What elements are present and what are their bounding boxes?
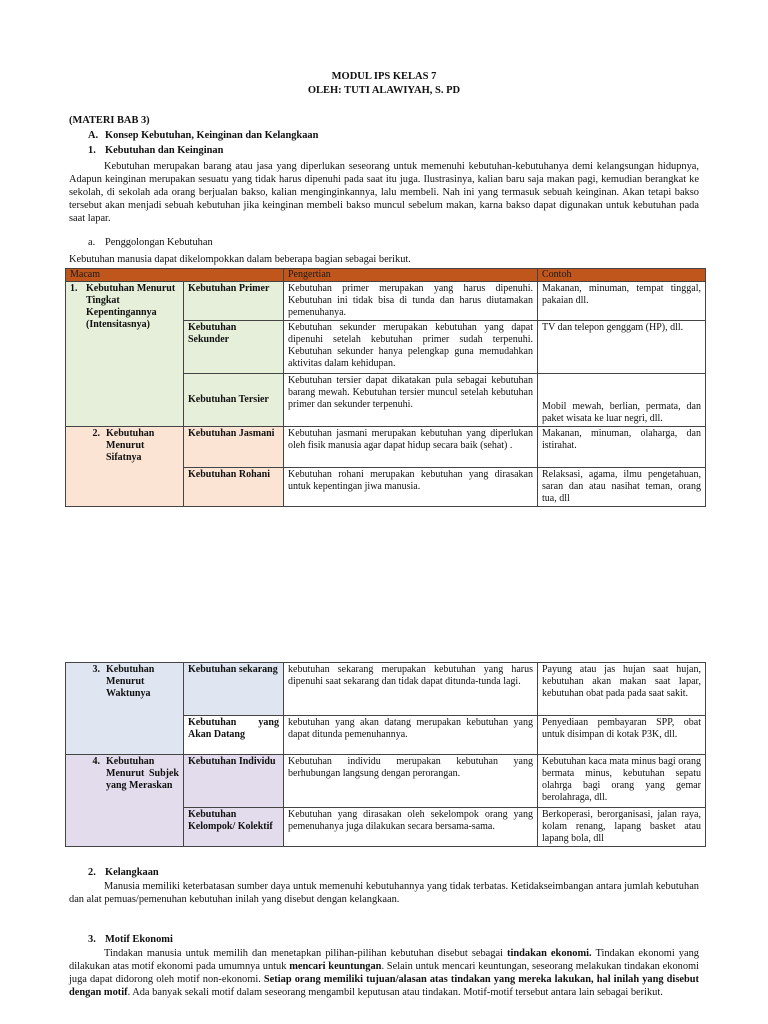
needs-table-1 <box>65 268 706 507</box>
header-pengertian: Pengertian <box>284 269 538 282</box>
outline-a-label: A. <box>88 130 99 141</box>
table-header-row <box>66 269 706 282</box>
category-label: Kebutuhan Menurut Tingkat Kepentingannya (Intensitasnya) <box>86 283 176 330</box>
example-cell: Makanan, minuman, tempat tinggal, pakaian dll. <box>538 282 706 321</box>
section-3-heading: Motif Ekonomi <box>105 934 173 945</box>
subtype-cell: Kebutuhan yang Akan Datang <box>184 716 284 755</box>
table-intro: Kebutuhan manusia dapat dikelompokkan dalam beberapa bagian sebagai berikut. <box>69 254 411 265</box>
category-cell <box>66 427 184 507</box>
example-cell: Kebutuhan kaca mata minus bagi orang bermata minus, kebutuhan sepatu olahrga bagi orang yang gemar berolahraga, dll. <box>538 755 706 808</box>
category-cell <box>66 755 184 847</box>
definition-cell: Kebutuhan jasmani merupakan kebutuhan yang diperlukan oleh fisik manusia agar dapat hidup secara baik (sehat) . <box>284 427 538 468</box>
category-label: Kebutuhan Menurut Subjek yang Meraskan <box>106 756 179 791</box>
chapter-label: (MATERI BAB 3) <box>69 115 150 126</box>
example-cell: Mobil mewah, berlian, permata, dan paket wisata ke luar negri, dll. <box>538 374 706 427</box>
table-row <box>66 427 706 468</box>
motif-bold-2: mencari keuntungan <box>289 961 382 972</box>
table-row <box>66 282 706 321</box>
definition-cell: kebutuhan yang akan datang merupakan kebutuhan yang dapat ditunda pemenuhannya. <box>284 716 538 755</box>
example-cell: Payung atau jas hujan saat hujan, kebutuhan akan makan saat lapar, kebutuhan obat pada pada saat sakit. <box>538 663 706 716</box>
definition-cell: Kebutuhan primer merupakan yang harus dipenuhi. Kebutuhan ini tidak bisa di tunda dan harus diutamakan pemenuhanya. <box>284 282 538 321</box>
paragraph-motif-ekonomi <box>69 947 699 999</box>
definition-cell: Kebutuhan rohani merupakan kebutuhan yang dirasakan untuk kepentingan jiwa manusia. <box>284 468 538 507</box>
needs-table-2 <box>65 662 706 847</box>
subtype-cell: Kebutuhan Sekunder <box>184 321 284 374</box>
table-row <box>66 755 706 808</box>
outline-1-heading: Kebutuhan dan Keinginan <box>105 145 224 156</box>
subtype-cell: Kebutuhan Primer <box>184 282 284 321</box>
header-contoh: Contoh <box>538 269 706 282</box>
section-3-number: 3. <box>88 934 96 945</box>
example-cell: Penyediaan pembayaran SPP, obat untuk disimpan di kotak P3K, dll. <box>538 716 706 755</box>
definition-cell: Kebutuhan yang dirasakan oleh sekelompok orang yang pemenuhanya juga dilakukan secara bersama-sama. <box>284 808 538 847</box>
category-number: 3. <box>92 664 100 675</box>
module-title: MODUL IPS KELAS 7 <box>331 71 437 82</box>
category-number: 4. <box>92 756 100 767</box>
example-cell: Relaksasi, agama, ilmu pengetahuan, saran dan atau nasihat teman, orang tua, dll <box>538 468 706 507</box>
motif-text-1: Tindakan manusia untuk memilih dan menetapkan pilihan-pilihan kebutuhan disebut sebagai <box>104 948 508 959</box>
sub-a-label: a. <box>88 237 96 248</box>
outline-a-heading: Konsep Kebutuhan, Keinginan dan Kelangkaan <box>105 130 319 141</box>
table-row <box>66 663 706 716</box>
category-label: Kebutuhan Menurut Waktunya <box>106 664 155 699</box>
definition-cell: Kebutuhan sekunder merupakan kebutuhan yang dapat dipenuhi setelah kebutuhan primer sudah terpenuhi. Kebutuhan sekunder hanya pelengkap guna memudahkan aktivitas dalam kehidupan. <box>284 321 538 374</box>
author-line: OLEH: TUTI ALAWIYAH, S. PD <box>307 85 461 96</box>
subtype-cell: Kebutuhan Kelompok/ Kolektif <box>184 808 284 847</box>
header-macam: Macam <box>66 269 284 282</box>
outline-1-label: 1. <box>88 145 96 156</box>
subtype-cell: Kebutuhan Tersier <box>184 374 284 427</box>
example-cell: TV dan telepon genggam (HP), dll. <box>538 321 706 374</box>
definition-cell: Kebutuhan individu merupakan kebutuhan yang berhubungan langsung dengan perorangan. <box>284 755 538 808</box>
category-cell <box>66 663 184 755</box>
definition-cell: kebutuhan sekarang merupakan kebutuhan yang harus dipenuhi saat sekarang dan tidak dapat ditunda-tunda lagi. <box>284 663 538 716</box>
example-cell: Berkoperasi, berorganisasi, jalan raya, kolam renang, lapang basket atau lapang bola, dll <box>538 808 706 847</box>
example-cell: Makanan, minuman, olaharga, dan istirahat. <box>538 427 706 468</box>
subtype-cell: Kebutuhan Rohani <box>184 468 284 507</box>
motif-bold-3: Setiap orang memiliki tujuan/alasan atas tindakan yang mereka lakukan, hal inilah yang disebut dengan motif <box>69 974 699 998</box>
subtype-cell: Kebutuhan sekarang <box>184 663 284 716</box>
definition-cell: Kebutuhan tersier dapat dikatakan pula sebagai kebutuhan barang mewah. Kebutuhan tersier muncul setelah kebutuhan primer dan sekunder terpenuhi. <box>284 374 538 427</box>
section-2-number: 2. <box>88 867 96 878</box>
motif-text-3: . Selain untuk mencari keuntungan, seseorang melakukan tindakan ekonomi juga dapat didorong oleh motif non-ekonomi. <box>69 961 699 985</box>
motif-text-4: . Ada banyak sekali motif dalam seseorang mengambil keputusan atau tindakan. Motif-motif tersebut antara lain sebagai berikut. <box>127 987 663 998</box>
motif-bold-1: tindakan ekonomi. <box>507 948 592 959</box>
motif-text-2: Tindakan ekonomi yang dilakukan atas motif ekonomi pada umumnya untuk <box>69 948 699 972</box>
subtype-cell: Kebutuhan Individu <box>184 755 284 808</box>
category-number: 2. <box>92 428 100 439</box>
paragraph-kelangkaan: Manusia memiliki keterbatasan sumber daya untuk memenuhi kebutuhannya yang tidak terbatas. Ketidakseimbangan antara jumlah kebutuhan dan alat pemuas/pemenuhan kebutuhan inilah yang disebut dengan kelangkaan. <box>69 881 699 905</box>
category-label: Kebutuhan Menurut Sifatnya <box>106 428 155 463</box>
section-2-heading: Kelangkaan <box>105 867 159 878</box>
sub-a-heading: Penggolongan Kebutuhan <box>105 237 213 248</box>
subtype-cell: Kebutuhan Jasmani <box>184 427 284 468</box>
category-cell <box>66 282 184 427</box>
category-number: 1. <box>70 283 78 294</box>
paragraph-kebutuhan: Kebutuhan merupakan barang atau jasa yang diperlukan seseorang untuk memenuhi kebutuhan-kebutuhanya demi kelangsungan hidupnya, Adapun keinginan merupakan sesuatu yang tidak harus dipenuhi pada saat itu juga. Ilustrasinya, kalian baru saja makan pagi, kemudian berangkat ke sekolah, di sekolah ada orang berjualan bakso, kalian menginginkannya, lalu membeli. Nah ini yang termasuk sebuah keinginan. Akan tetapi bakso tersebut akan menjadi sebuah kebutuhan jika keinginan membeli bakso muncul sebelum makan, karna bakso dapat digunakan untuk kebutuhan pada saat lapar. <box>69 161 699 224</box>
